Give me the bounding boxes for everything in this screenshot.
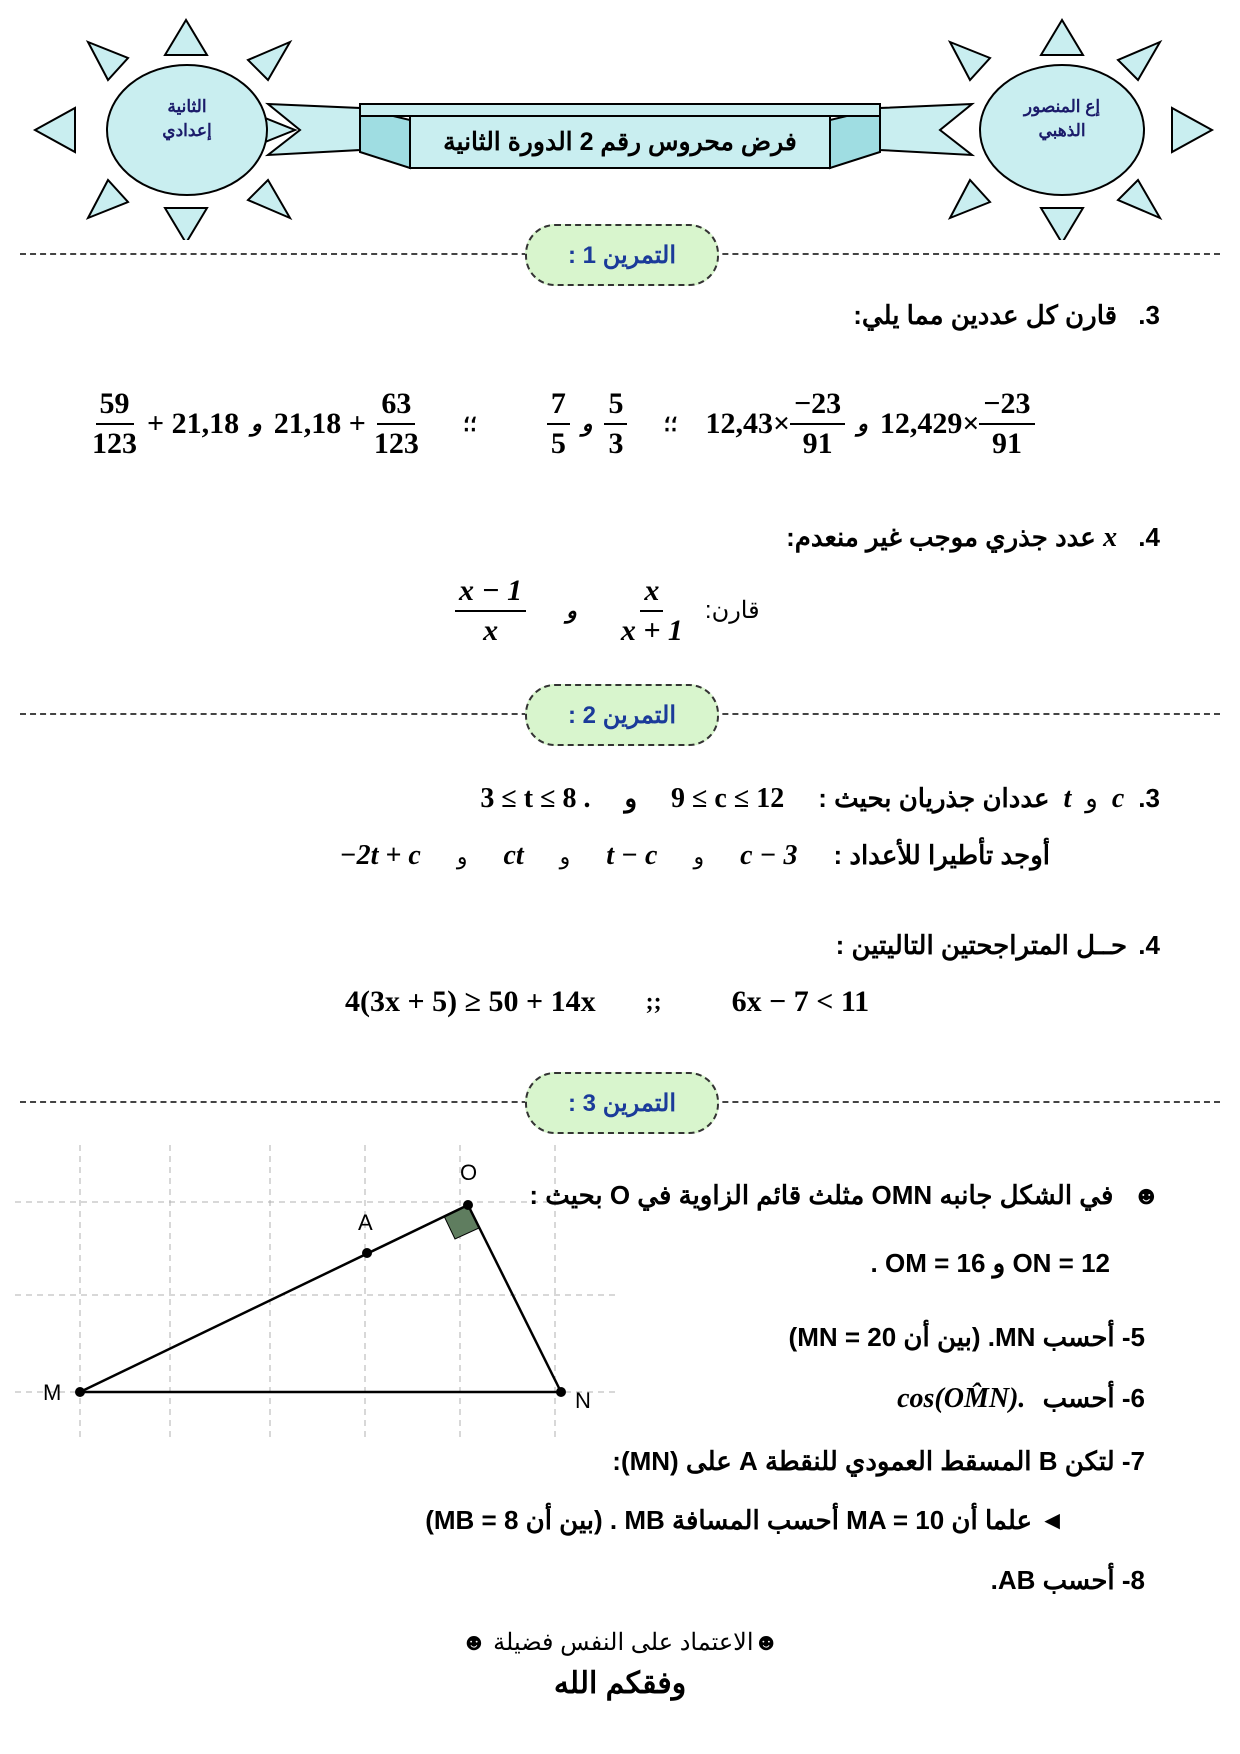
bullet-icon: ☻ [1132, 1180, 1160, 1210]
conj-ct: و [1085, 783, 1098, 813]
ex3-intro [529, 1180, 1160, 1211]
ex3-q7-sub: ◄ علما أن MA = 10 أحسب المسافة MB . (بين أن MB = 8) [425, 1505, 1065, 1535]
conj-q4: و [566, 597, 577, 623]
frac-x-xp1: $\frac{x}{x + 1}$ [620, 574, 683, 647]
ex1-q4-num: 4. [1138, 522, 1160, 552]
ex1-q3-text: قارن كل عددين مما يلي: [853, 300, 1118, 330]
point-A [362, 1248, 372, 1258]
point-O [463, 1200, 473, 1210]
ineq-c: 9 ≤ c ≤ 12 [671, 783, 785, 814]
frac-63-123: $\frac{63}{123}$ [373, 387, 419, 460]
expr-ct: ct [503, 840, 524, 871]
figure-grid [15, 1145, 615, 1440]
ex2-q3 [480, 783, 1160, 815]
ex2-q3-num: 3. [1138, 783, 1160, 813]
ineq-t: 3 ≤ t ≤ 8 . [480, 783, 591, 814]
right-angle-mark [444, 1205, 479, 1239]
ex2-q4 [836, 930, 1160, 961]
label-A: A [358, 1210, 373, 1235]
ex1-q4-var: x [1103, 522, 1118, 553]
conj-e3: و [456, 844, 468, 869]
footer-blessing: وفقكم الله [553, 1667, 687, 1700]
left-sun-text: الثانية إعدادي [162, 97, 212, 140]
expr-2t-c: −2t + c [339, 840, 421, 871]
ex2-inequalities [345, 985, 869, 1019]
ineq-conj: و [624, 783, 638, 813]
ineq-a: 6x − 7 < 11 [731, 985, 870, 1018]
ex3-intro-text: في الشكل جانبه OMN مثلث قائم الزاوية في O بحيث : [529, 1180, 1114, 1210]
ex1-compare-row [88, 388, 1035, 459]
frac-neg23-91-a: $\frac{-23}{91}$ [790, 388, 845, 459]
conj-e1: و [693, 844, 705, 869]
compare-label: قارن: [704, 597, 760, 624]
frame-text: أوجد تأطيرا للأعداد : [833, 840, 1050, 870]
right-sun-text: إع المنصور الذهبي [1023, 97, 1101, 140]
label-M: M [43, 1380, 62, 1405]
ex3-q7: 7- لتكن B المسقط العمودي للنقطة A على (MN): [612, 1446, 1145, 1476]
ex1-q3 [853, 300, 1160, 331]
frac-5-3: $\frac{5}{3}$ [604, 388, 627, 459]
side-ON [468, 1205, 561, 1392]
ex2-title: التمرين 2 : [525, 684, 719, 746]
c-left-add: 21,18 + [273, 406, 366, 440]
frac-xm1-x: $\frac{x - 1}{x}$ [455, 575, 526, 646]
ex3-q6 [897, 1383, 1145, 1415]
frac-neg23-91-b: $\frac{-23}{91}$ [979, 388, 1034, 459]
ex1-q4-compare [455, 575, 760, 646]
conj-e2: و [559, 844, 571, 869]
c-right-add: + 21,18 [147, 406, 240, 440]
ex3-q6-text: 6- أحسب [1042, 1383, 1145, 1413]
frac-59-123: $\frac{59}{123}$ [92, 387, 137, 460]
a-right-mult: 12,43× [705, 406, 791, 440]
label-O: O [460, 1160, 478, 1185]
frac-7-5: $\frac{7}{5}$ [547, 388, 570, 459]
ribbon-right-arrow [880, 104, 972, 155]
side-MO [80, 1205, 468, 1392]
ineq-b: 4(3x + 5) ≥ 50 + 14x [345, 985, 596, 1018]
ex3-title: التمرين 3 : [525, 1072, 719, 1134]
footer-motto: ☻الاعتماد على النفس فضيلة ☻ [461, 1629, 779, 1656]
var-c: c [1111, 783, 1125, 814]
ex1-q3-num: 3. [1138, 300, 1160, 330]
ex3-q6-expr: cos(OM̂N). [897, 1383, 1026, 1414]
ex3-q8: 8- أحسب AB. [990, 1565, 1145, 1595]
a-left-mult: 12,429× [879, 406, 980, 440]
ex1-q4-text: عدد جذري موجب غير منعدم: [786, 522, 1096, 552]
sep-1: ؛؛ [462, 410, 477, 436]
conj-b: و [581, 410, 593, 436]
point-N [556, 1387, 566, 1397]
ex3-q5: 5- أحسب MN. (بين أن MN = 20) [788, 1322, 1145, 1352]
ribbon-top [360, 104, 880, 116]
var-t: t [1063, 783, 1072, 814]
ex2-q4-text: حــل المتراجحتين التاليتين : [835, 930, 1128, 960]
ex1-q4 [786, 522, 1160, 554]
ex2-q4-num: 4. [1138, 930, 1160, 960]
ex3-given: ON = 12 و OM = 16 . [870, 1248, 1110, 1278]
expr-c-3: c − 3 [740, 840, 798, 871]
point-M [75, 1387, 85, 1397]
label-N: N [575, 1388, 591, 1413]
ex1-title: التمرين 1 : [525, 224, 719, 286]
ineq-sep: ;; [645, 988, 662, 1015]
sep-2: ؛؛ [663, 410, 678, 436]
expr-t-c: t − c [606, 840, 658, 871]
ex2-q3-text: عددان جذريان بحيث : [818, 783, 1050, 813]
conj-c: و [251, 410, 262, 436]
page-title: فرض محروس رقم 2 الدورة الثانية [443, 128, 797, 156]
ex2-frame [340, 840, 1050, 872]
conj-a: و [857, 410, 868, 436]
